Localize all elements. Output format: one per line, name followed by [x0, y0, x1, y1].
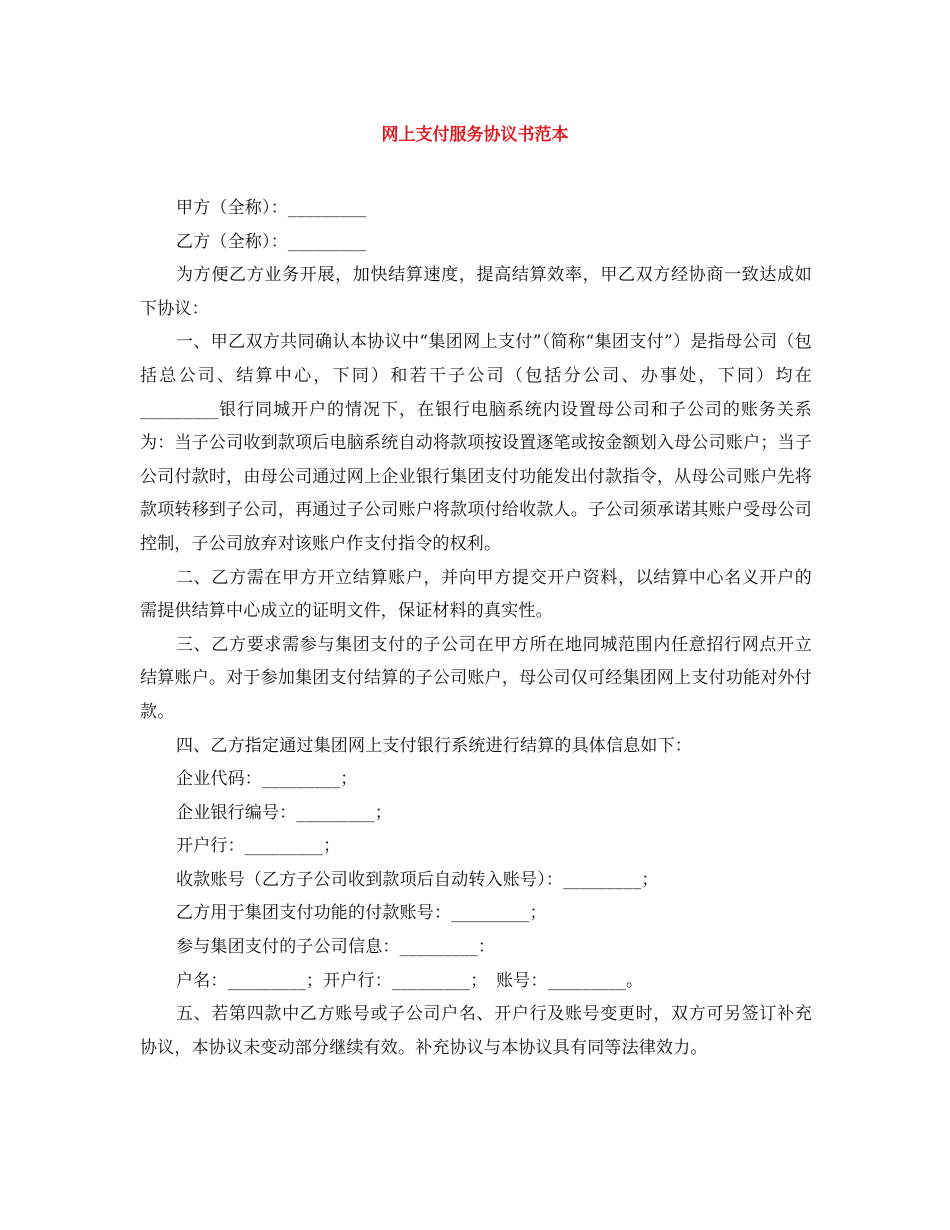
document-title: 网上支付服务协议书范本 — [381, 125, 569, 145]
field-enterprise-bank-number: 企业银行编号：_________； — [176, 802, 392, 823]
paragraph-party-a: 甲方（全称）：_________ — [176, 198, 367, 218]
field-payment-account: 乙方用于集团支付功能的付款账号：_________； — [176, 903, 547, 924]
field-account-details: 户名：_________；开户行：_________； 账号：_________。 — [176, 970, 644, 991]
paragraph-preamble: 为方便乙方业务开展，加快结算速度，提高结算效率，甲乙双方经协商一致达成如下协议： — [140, 265, 812, 319]
paragraph-clause-1: 一、甲乙双方共同确认本协议中“集团网上支付”（简称“集团支付”）是指母公司（包括总公司、结算中心，下同）和若干子公司（包括分公司、办事处，下同）均在_________银行同城开户的情况下，在银行电脑系统内设置母公司和子公司的账务关系为：当子公司收到款项后电脑系统自动将款项按设置逐笔或按金额划入母公司账户；当子公司付款时，由母公司通过网上企业银行集团支付功能发出付款指令，从母公司账户先将款项转移到子公司，再通过子公司账户将款项付给收款人。子公司须承诺其账户受母公司控制，子公司放弃对该账户作支付指令的权利。 — [140, 332, 812, 554]
field-enterprise-code: 企业代码：_________； — [176, 769, 358, 790]
field-opening-bank: 开户行：_________； — [176, 836, 341, 857]
paragraph-clause-2: 二、乙方需在甲方开立结算账户，并向甲方提交开户资料，以结算中心名义开户的需提供结算中心成立的证明文件，保证材料的真实性。 — [140, 567, 812, 622]
paragraph-clause-4: 四、乙方指定通过集团网上支付银行系统进行结算的具体信息如下： — [176, 735, 692, 756]
field-receiving-account: 收款账号（乙方子公司收到款项后自动转入账号）：_________； — [176, 869, 659, 890]
document-body — [140, 192, 812, 1065]
field-subsidiary-info: 参与集团支付的子公司信息：_________： — [176, 937, 496, 958]
paragraph-party-b: 乙方（全称）：_________ — [176, 231, 367, 252]
paragraph-clause-5: 五、若第四款中乙方账号或子公司户名、开户行及账号变更时，双方可另签订补充协议，本协议未变动部分继续有效。补充协议与本协议具有同等法律效力。 — [140, 1004, 812, 1058]
paragraph-clause-3: 三、乙方要求需参与集团支付的子公司在甲方所在地同城范围内任意招行网点开立结算账户。对于参加集团支付结算的子公司账户，母公司仅可经集团网上支付功能对外付款。 — [140, 634, 812, 722]
